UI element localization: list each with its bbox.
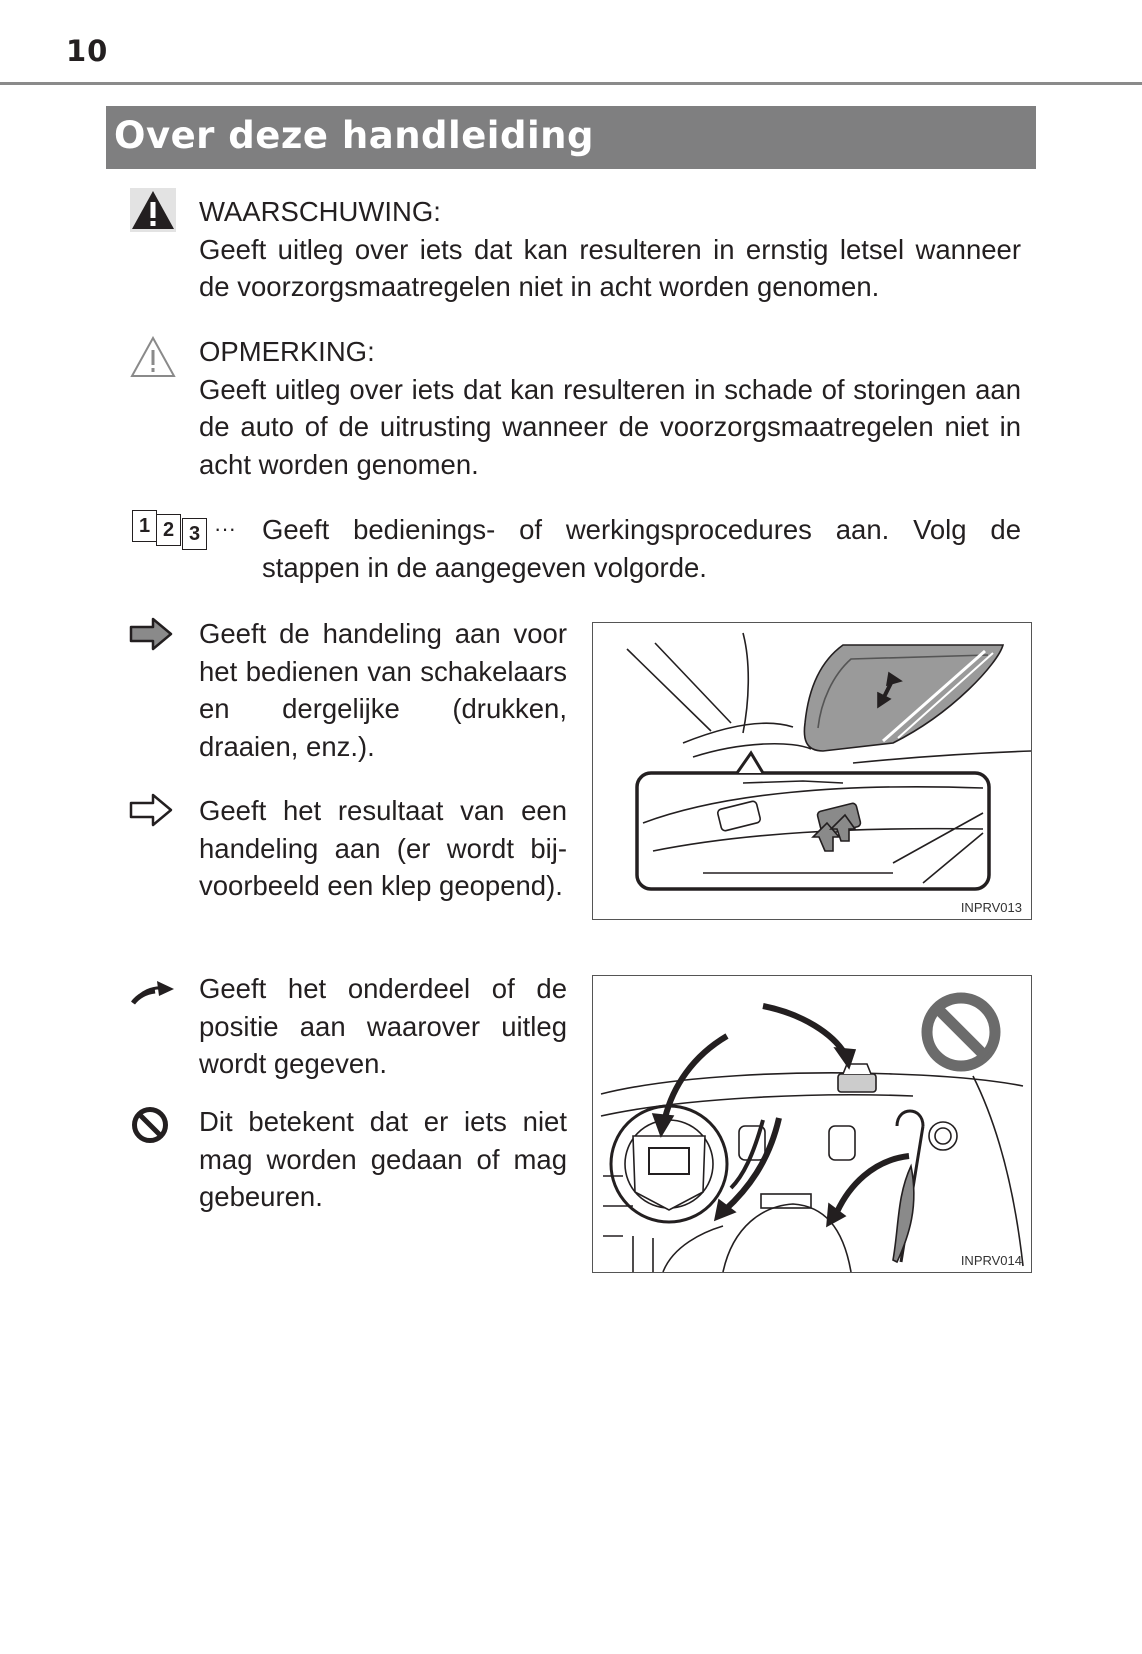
dashboard-illustration	[593, 976, 1031, 1272]
figure-2-code: INPRV014	[960, 1253, 1022, 1268]
warning-label: WAARSCHUWING:	[199, 196, 441, 227]
figure-1-code: INPRV013	[960, 900, 1022, 915]
header-rule	[0, 82, 1142, 85]
caution-block	[199, 333, 1021, 483]
result-text: Geeft het resultaat van een handeling aan (er wordt bijvoorbeeld een klep geopend).	[199, 795, 567, 901]
prohibited-sign-icon	[927, 998, 995, 1066]
step-box-2: 2	[156, 514, 181, 546]
operation-text: Geeft de handeling aan voor het bedienen van schakelaars en dergelijke (drukken, draaien, enz.).	[199, 618, 567, 762]
warning-text: Geeft uitleg over iets dat kan resulteren in ernstig letsel wanneer de voorzorgsmaatregelen niet in acht worden genomen.	[199, 233, 1021, 302]
step-boxes-icon	[132, 510, 242, 550]
caution-icon	[130, 336, 176, 378]
section-title-bar	[106, 106, 1036, 169]
figure-dashboard-prohibited	[592, 975, 1032, 1273]
steps-text: Geeft bedienings- of werkingsprocedures aan. Volg de stappen in de aangegeven volgorde.	[262, 514, 1021, 583]
result-arrow-icon	[129, 793, 173, 827]
component-text: Geeft het onderdeel of de positie aan waarover uitleg wordt gegeven.	[199, 973, 567, 1079]
warning-icon	[130, 188, 176, 232]
operation-arrow-icon	[129, 617, 173, 651]
prohibited-text: Dit betekent dat er iets niet mag worden gedaan of mag gebeuren.	[199, 1106, 567, 1212]
operation-block	[199, 615, 567, 765]
figure-overhead-switch	[592, 622, 1032, 920]
result-block	[199, 792, 567, 905]
step-dots: ···	[214, 516, 236, 541]
page-number: 10	[66, 34, 109, 68]
caution-label: OPMERKING:	[199, 336, 375, 367]
prohibited-icon	[131, 1106, 169, 1144]
component-arrow-icon	[131, 979, 175, 1005]
step-box-3: 3	[182, 518, 207, 550]
steps-block	[262, 511, 1021, 586]
warning-block	[199, 193, 1021, 306]
prohibited-block	[199, 1103, 567, 1216]
overhead-console-illustration	[593, 623, 1031, 919]
section-title: Over deze handleiding	[114, 114, 594, 157]
step-box-1: 1	[132, 510, 157, 542]
caution-text: Geeft uitleg over iets dat kan resulteren in schade of storingen aan de auto of de uitrusting wanneer de voorzorgsmaatregelen niet in acht worden genomen.	[199, 373, 1021, 480]
component-block	[199, 970, 567, 1083]
